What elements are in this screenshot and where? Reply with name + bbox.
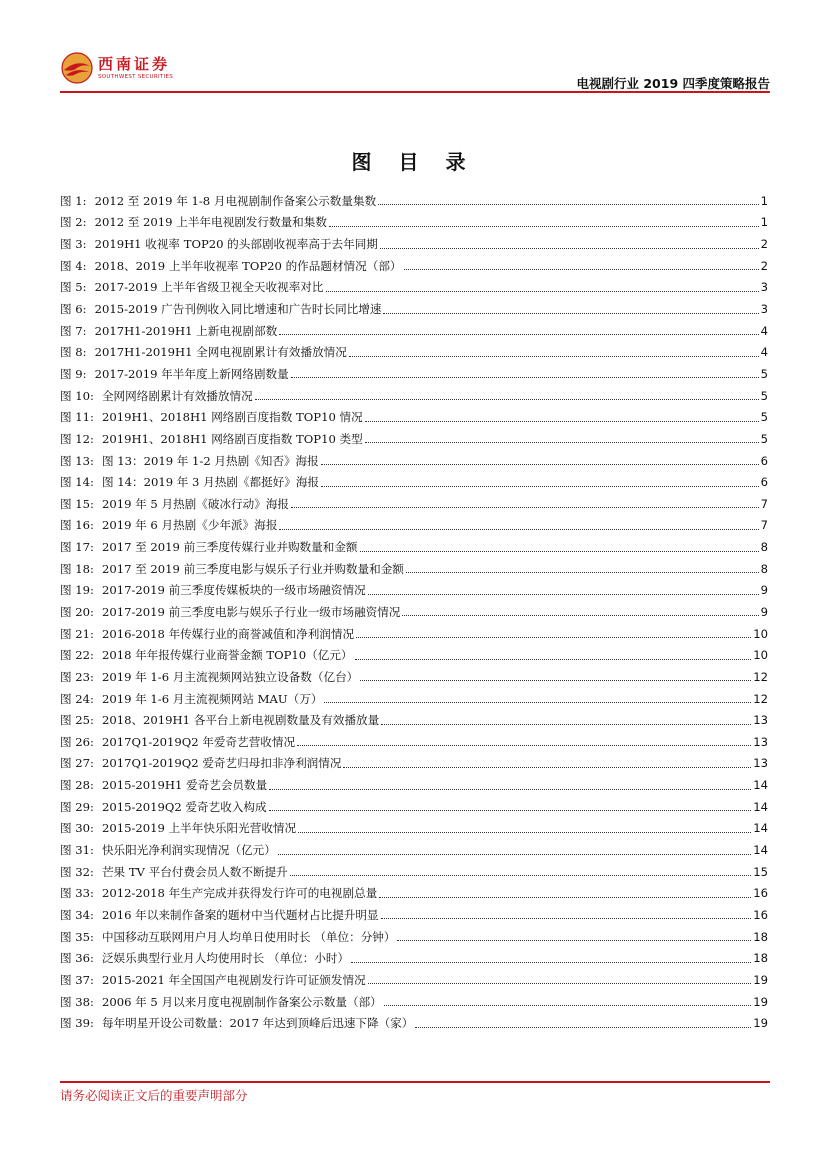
toc-entry-label: 图 3: [60, 237, 87, 252]
toc-entry[interactable] [60, 515, 768, 537]
toc-entry-title: 2012 至 2019 上半年电视剧发行数量和集数 [94, 215, 327, 230]
toc-entry-title: 快乐阳光净利润实现情况（亿元） [101, 843, 276, 858]
toc-heading: 图 目 录 [351, 150, 476, 174]
toc-entry-title: 2017H1-2019H1 全网电视剧累计有效播放情况 [94, 345, 347, 360]
toc-dot-leader [255, 399, 759, 400]
toc-entry-title: 2018、2019 上半年收视率 TOP20 的作品题材情况（部） [94, 258, 402, 273]
toc-entry-label: 图 9: [60, 366, 87, 381]
toc-page-number: 14 [753, 843, 768, 858]
toc-entry[interactable] [60, 1012, 768, 1034]
toc-entry-label: 图 12: [60, 431, 94, 446]
toc-page-number: 13 [753, 756, 768, 771]
toc-page-number: 8 [760, 540, 768, 555]
southwest-securities-logo-icon [60, 51, 94, 85]
toc-entry-title: 2018 年年报传媒行业商誉金额 TOP10（亿元） [101, 648, 353, 663]
toc-entry[interactable] [60, 298, 768, 320]
toc-page-number: 1 [760, 193, 768, 208]
toc-page-number: 19 [753, 972, 768, 987]
toc-entry[interactable] [60, 277, 768, 299]
toc-page-number: 7 [760, 496, 768, 511]
toc-entry[interactable] [60, 644, 768, 666]
toc-entry-label: 图 15: [60, 496, 94, 511]
toc-page-number: 18 [753, 929, 768, 944]
toc-dot-leader [380, 248, 759, 249]
toc-entry-label: 图 2: [60, 215, 87, 230]
toc-entry-title: 2012-2018 年生产完成并获得发行许可的电视剧总量 [101, 886, 378, 901]
toc-dot-leader [291, 377, 759, 378]
toc-page-number: 10 [753, 626, 768, 641]
toc-dot-leader [404, 269, 759, 270]
toc-entry-title: 2019 年 5 月热剧《破冰行动》海报 [101, 496, 290, 511]
toc-entry[interactable] [60, 731, 768, 753]
toc-entry-label: 图 14: [60, 475, 94, 490]
toc-entry-label: 图 22: [60, 648, 94, 663]
toc-entry-label: 图 34: [60, 907, 94, 922]
toc-entry[interactable] [60, 212, 768, 234]
toc-page-number: 18 [753, 951, 768, 966]
toc-entry[interactable] [60, 623, 768, 645]
toc-entry-label: 图 19: [60, 583, 94, 598]
toc-entry-label: 图 27: [60, 756, 94, 771]
toc-dot-leader [360, 551, 759, 552]
disclaimer-note: 请务必阅读正文后的重要声明部分 [60, 1088, 248, 1103]
toc-entry-title: 2019 年 6 月热剧《少年派》海报 [101, 518, 278, 533]
toc-page-number: 14 [753, 799, 768, 814]
toc-entry-title: 图 14：2019 年 3 月热剧《都挺好》海报 [101, 475, 320, 490]
toc-entry-title: 2017 至 2019 前三季度传媒行业并购数量和金额 [101, 540, 358, 555]
toc-dot-leader [415, 1027, 751, 1028]
toc-entry-title: 2019 年 1-6 月主流视频网站 MAU（万） [101, 691, 323, 706]
toc-dot-leader [351, 962, 751, 963]
toc-entry-title: 2017-2019 前三季度传媒板块的一级市场融资情况 [101, 583, 366, 598]
toc-dot-leader [379, 897, 751, 898]
toc-entry-label: 图 17: [60, 540, 94, 555]
toc-entry[interactable] [60, 753, 768, 775]
toc-dot-leader [383, 313, 758, 314]
toc-page-number: 15 [753, 864, 768, 879]
toc-entry-title: 2015-2019 上半年快乐阳光营收情况 [101, 821, 297, 836]
toc-dot-leader [279, 529, 758, 530]
toc-entry-title: 2017-2019 上半年省级卫视全天收视率对比 [94, 280, 324, 295]
toc-page-number: 5 [760, 410, 768, 425]
toc-entry[interactable] [60, 904, 768, 926]
toc-page-number: 7 [760, 518, 768, 533]
toc-entry-title: 2019H1 收视率 TOP20 的头部剧收视率高于去年同期 [94, 237, 378, 252]
toc-entry[interactable] [60, 255, 768, 277]
toc-entry[interactable] [60, 558, 768, 580]
toc-dot-leader [360, 680, 751, 681]
toc-entry[interactable] [60, 709, 768, 731]
toc-entry[interactable] [60, 601, 768, 623]
toc-entry[interactable] [60, 969, 768, 991]
toc-entry-label: 图 36: [60, 951, 94, 966]
figure-table-of-contents [60, 190, 768, 1034]
toc-entry-title: 2017-2019 年半年度上新网络剧数量 [94, 366, 289, 381]
toc-entry-title: 中国移动互联网用户月人均单日使用时长 （单位：分钟） [101, 929, 396, 944]
toc-entry-title: 泛娱乐典型行业月人均使用时长 （单位：小时） [101, 951, 350, 966]
toc-entry-label: 图 20: [60, 604, 94, 619]
toc-dot-leader [397, 940, 751, 941]
toc-entry-title: 2015-2021 年全国国产电视剧发行许可证颁发情况 [101, 972, 366, 987]
logo-english-name: SOUTHWEST SECURITIES [98, 73, 174, 80]
toc-entry-label: 图 24: [60, 691, 94, 706]
toc-page-number: 5 [760, 388, 768, 403]
toc-page-number: 5 [760, 431, 768, 446]
toc-entry-label: 图 30: [60, 821, 94, 836]
toc-entry-title: 2017Q1-2019Q2 年爱奇艺营收情况 [101, 734, 296, 749]
toc-entry[interactable] [60, 861, 768, 883]
toc-dot-leader [321, 464, 759, 465]
toc-entry[interactable] [60, 580, 768, 602]
toc-dot-leader [349, 356, 759, 357]
toc-entry-title: 全网网络剧累计有效播放情况 [101, 388, 253, 403]
toc-entry[interactable] [60, 666, 768, 688]
toc-entry-title: 2015-2019H1 爱奇艺会员数量 [101, 778, 268, 793]
toc-entry-title: 芒果 TV 平台付费会员人数不断提升 [101, 864, 288, 879]
toc-entry[interactable] [60, 428, 768, 450]
toc-dot-leader [402, 615, 758, 616]
toc-entry[interactable] [60, 818, 768, 840]
header-divider [60, 91, 770, 93]
toc-entry-label: 图 28: [60, 778, 94, 793]
logo-chinese-name: 西南证券 [98, 54, 171, 73]
toc-entry[interactable] [60, 320, 768, 342]
toc-dot-leader [269, 810, 752, 811]
toc-entry-title: 2018、2019H1 各平台上新电视剧数量及有效播放量 [101, 713, 380, 728]
toc-page-number: 8 [760, 561, 768, 576]
toc-dot-leader [356, 637, 751, 638]
toc-dot-leader [278, 854, 751, 855]
toc-entry-label: 图 4: [60, 258, 87, 273]
toc-entry-label: 图 23: [60, 669, 94, 684]
report-title: 电视剧行业 2019 四季度策略报告 [576, 76, 770, 91]
toc-entry-title: 2017 至 2019 前三季度电影与娱乐子行业并购数量和金额 [101, 561, 404, 576]
toc-dot-leader [381, 724, 751, 725]
toc-entry-title: 2016-2018 年传媒行业的商誉减值和净利润情况 [101, 626, 355, 641]
toc-dot-leader [365, 421, 759, 422]
toc-dot-leader [329, 226, 759, 227]
toc-entry[interactable] [60, 947, 768, 969]
toc-dot-leader [279, 334, 758, 335]
toc-entry[interactable] [60, 774, 768, 796]
toc-entry-label: 图 38: [60, 994, 94, 1009]
toc-entry-title: 2019 年 1-6 月主流视频网站独立设备数（亿台） [101, 669, 359, 684]
toc-entry-label: 图 7: [60, 323, 87, 338]
toc-entry[interactable] [60, 363, 768, 385]
toc-page-number: 4 [760, 323, 768, 338]
toc-entry-label: 图 6: [60, 302, 87, 317]
toc-page-number: 3 [760, 280, 768, 295]
toc-entry-title: 每年明星开设公司数量：2017 年达到顶峰后迅速下降（家） [101, 1016, 414, 1031]
toc-page-number: 10 [753, 648, 768, 663]
toc-entry-label: 图 25: [60, 713, 94, 728]
toc-entry[interactable] [60, 493, 768, 515]
toc-page-number: 16 [753, 907, 768, 922]
toc-entry-label: 图 13: [60, 453, 94, 468]
toc-page-number: 2 [760, 237, 768, 252]
toc-dot-leader [368, 594, 759, 595]
toc-page-number: 9 [760, 604, 768, 619]
toc-entry[interactable] [60, 883, 768, 905]
toc-dot-leader [406, 572, 759, 573]
toc-page-number: 6 [760, 453, 768, 468]
toc-page-number: 4 [760, 345, 768, 360]
toc-page-number: 12 [753, 669, 768, 684]
toc-entry-label: 图 29: [60, 799, 94, 814]
toc-entry-label: 图 32: [60, 864, 94, 879]
toc-page-number: 2 [760, 258, 768, 273]
toc-entry-title: 2012 至 2019 年 1-8 月电视剧制作备案公示数量集数 [94, 193, 377, 208]
toc-page-number: 9 [760, 583, 768, 598]
toc-page-number: 19 [753, 994, 768, 1009]
toc-entry[interactable] [60, 536, 768, 558]
toc-entry-title: 2017-2019 前三季度电影与娱乐子行业一级市场融资情况 [101, 604, 401, 619]
toc-page-number: 13 [753, 713, 768, 728]
toc-dot-leader [297, 745, 751, 746]
toc-entry[interactable] [60, 190, 768, 212]
toc-entry-label: 图 10: [60, 388, 94, 403]
toc-entry-title: 2006 年 5 月以来月度电视剧制作备案公示数量（部） [101, 994, 382, 1009]
toc-entry-label: 图 33: [60, 886, 94, 901]
toc-dot-leader [321, 486, 759, 487]
toc-dot-leader [368, 983, 752, 984]
toc-entry[interactable] [60, 688, 768, 710]
toc-entry[interactable] [60, 471, 768, 493]
toc-dot-leader [378, 204, 758, 205]
toc-entry-title: 2019H1、2018H1 网络剧百度指数 TOP10 情况 [101, 410, 363, 425]
toc-dot-leader [355, 659, 752, 660]
toc-entry-title: 2019H1、2018H1 网络剧百度指数 TOP10 类型 [101, 431, 363, 446]
page-header [60, 44, 770, 92]
toc-dot-leader [290, 875, 751, 876]
toc-entry[interactable] [60, 341, 768, 363]
company-logo [60, 50, 173, 86]
toc-entry-label: 图 21: [60, 626, 94, 641]
toc-entry-label: 图 35: [60, 929, 94, 944]
toc-dot-leader [291, 507, 759, 508]
toc-entry-label: 图 16: [60, 518, 94, 533]
toc-entry[interactable] [60, 839, 768, 861]
toc-entry-title: 2015-2019Q2 爱奇艺收入构成 [101, 799, 267, 814]
footer-divider [60, 1081, 770, 1083]
toc-dot-leader [365, 442, 759, 443]
toc-entry-title: 2016 年以来制作备案的题材中当代题材占比提升明显 [101, 907, 379, 922]
toc-dot-leader [384, 1005, 751, 1006]
toc-dot-leader [298, 832, 751, 833]
toc-entry[interactable] [60, 385, 768, 407]
toc-entry-label: 图 1: [60, 193, 87, 208]
toc-entry-title: 2017H1-2019H1 上新电视剧部数 [94, 323, 278, 338]
toc-page-number: 16 [753, 886, 768, 901]
toc-dot-leader [324, 702, 751, 703]
toc-entry-label: 图 39: [60, 1016, 94, 1031]
toc-page-number: 1 [760, 215, 768, 230]
toc-dot-leader [326, 291, 759, 292]
toc-page-number: 14 [753, 778, 768, 793]
toc-entry-label: 图 37: [60, 972, 94, 987]
toc-entry[interactable] [60, 926, 768, 948]
toc-dot-leader [381, 918, 752, 919]
toc-entry-label: 图 5: [60, 280, 87, 295]
toc-entry[interactable] [60, 450, 768, 472]
toc-entry-label: 图 31: [60, 843, 94, 858]
toc-dot-leader [343, 767, 751, 768]
toc-entry[interactable] [60, 796, 768, 818]
toc-entry-title: 2015-2019 广告刊例收入同比增速和广告时长同比增速 [94, 302, 382, 317]
toc-entry-label: 图 8: [60, 345, 87, 360]
toc-entry[interactable] [60, 991, 768, 1013]
toc-page-number: 5 [760, 366, 768, 381]
toc-page-number: 6 [760, 475, 768, 490]
toc-page-number: 14 [753, 821, 768, 836]
toc-entry-label: 图 26: [60, 734, 94, 749]
toc-entry-label: 图 11: [60, 410, 94, 425]
toc-page-number: 13 [753, 734, 768, 749]
toc-page-number: 19 [753, 1016, 768, 1031]
toc-entry-label: 图 18: [60, 561, 94, 576]
toc-entry[interactable] [60, 406, 768, 428]
toc-page-number: 12 [753, 691, 768, 706]
toc-entry[interactable] [60, 233, 768, 255]
toc-entry-title: 2017Q1-2019Q2 爱奇艺归母扣非净利润情况 [101, 756, 342, 771]
toc-page-number: 3 [760, 302, 768, 317]
toc-dot-leader [269, 789, 751, 790]
toc-entry-title: 图 13：2019 年 1-2 月热剧《知否》海报 [101, 453, 319, 468]
